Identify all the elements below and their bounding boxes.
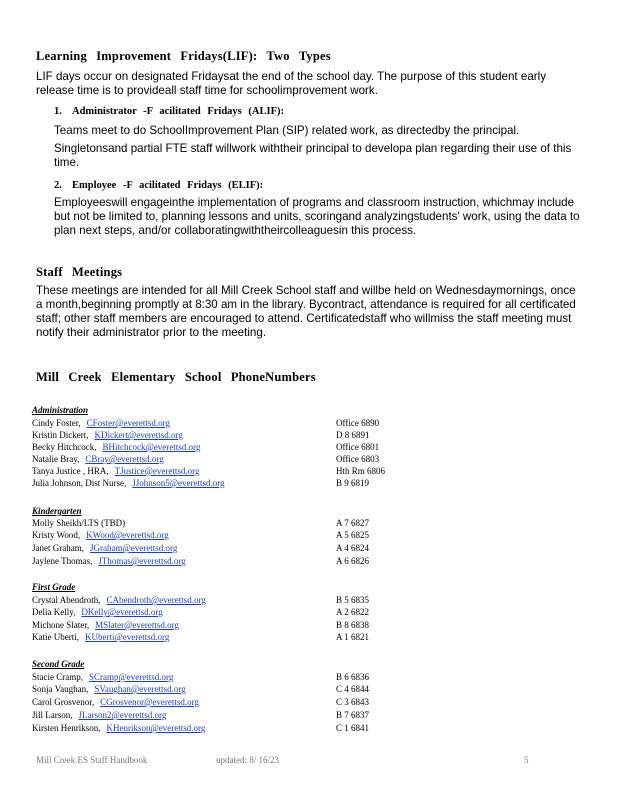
table-row (32, 556, 572, 567)
lif-item-2-label: Employee -F acilitated Fridays (ELIF): (72, 180, 264, 191)
room-phone: C 3 6843 (336, 697, 370, 707)
staff-name: Katie Uberti, (32, 632, 79, 642)
staff-name: Julia Johnson, Dist Nurse, (32, 478, 127, 488)
staff-meetings-text: These meetings are intended for all Mill Creek School staff and willbe held on Wednesdaymornings, once a month,beginning promptly at 8:30 am in the library. Bycontract, attendance is required for all certificated staff; other staff members are encouraged to attend. Certificatedstaff who willmiss the staff meeting must notify their administrator prior to the meeting. (36, 284, 576, 339)
email-link[interactable]: JJohnson5@everettsd.org (132, 478, 225, 488)
email-link[interactable]: DKelly@everettsd.org (81, 607, 163, 617)
section-title-second-grade: Second Grade (32, 659, 85, 669)
email-link[interactable]: CAbendroth@everettsd.org (106, 595, 206, 605)
email-link[interactable]: JThomas@everettsd.org (98, 556, 186, 566)
room-phone: B 6 6836 (336, 672, 370, 682)
staff-name: Jill Larson, (32, 710, 73, 720)
room-phone: Office 6801 (336, 442, 380, 452)
email-link[interactable]: TJustice@everettsd.org (114, 466, 200, 476)
lif-item-1-number: 1. (54, 106, 62, 117)
table-row (32, 418, 572, 429)
email-link[interactable]: JLarson2@everettsd.org (78, 710, 167, 720)
table-row (32, 607, 572, 618)
room-phone: A 5 6825 (336, 530, 370, 540)
staff-name: Cindy Foster, (32, 418, 81, 428)
lif-item-2-number: 2. (54, 180, 62, 191)
room-phone: Hth Rm 6806 (336, 466, 386, 476)
table-row (32, 723, 572, 734)
staff-meetings-heading: Staff Meetings (36, 265, 123, 279)
room-phone: C 4 6844 (336, 684, 370, 694)
table-row (32, 672, 572, 683)
footer-page-number: 5 (524, 755, 529, 765)
staff-name: Jaylene Thomas, (32, 556, 93, 566)
room-phone: A 7 6827 (336, 518, 370, 528)
email-link[interactable]: MSlater@everettsd.org (95, 620, 179, 630)
staff-name: Natalie Bray, (32, 454, 80, 464)
staff-name: Michone Slater, (32, 620, 90, 630)
table-row (32, 518, 572, 529)
lif-item-1-para-2: Singletonsand partial FTE staff willwork withtheir principal to developa plan regarding their use of this time. (54, 142, 572, 169)
staff-name: Carol Grosvenor, (32, 697, 95, 707)
room-phone: A 6 6826 (336, 556, 370, 566)
table-row (32, 620, 572, 631)
email-link[interactable]: KDickert@everettsd.org (94, 430, 183, 440)
lif-item-2-title (54, 180, 263, 191)
staff-name: Becky Hitchcock, (32, 442, 97, 452)
section-title-kindergarten: Kindergarten (32, 506, 82, 516)
table-row (32, 466, 572, 477)
email-link[interactable]: BHitchcock@everettsd.org (102, 442, 201, 452)
room-phone: A 2 6822 (336, 607, 370, 617)
section-title-administration: Administration (32, 405, 89, 415)
table-row (32, 595, 572, 606)
table-row (32, 478, 572, 489)
email-link[interactable]: KUberti@everettsd.org (84, 632, 170, 642)
staff-name: Kirsten Henrikson, (32, 723, 101, 733)
staff-name: Janet Graham, (32, 543, 84, 553)
email-link[interactable]: SCramp@everettsd.org (89, 672, 174, 682)
lif-item-1-title (54, 106, 284, 117)
lif-item-1-label: Administrator -F acilitated Fridays (ALIF): (72, 106, 284, 117)
table-row (32, 632, 572, 643)
phone-numbers-heading: Mill Creek Elementary School PhoneNumbers (36, 370, 316, 384)
email-link[interactable]: CGrosvenor@everettsd.org (100, 697, 199, 707)
lif-intro: LIF days occur on designated Fridaysat the end of the school day. The purpose of this student early release time is to provideall staff time for schoolimprovement work. (36, 70, 546, 97)
room-phone: D 8 6891 (336, 430, 370, 440)
email-link[interactable]: CBray@everettsd.org (85, 454, 164, 464)
email-link[interactable]: JGraham@everettsd.org (89, 543, 178, 553)
table-row (32, 430, 572, 441)
room-phone: A 4 6824 (336, 543, 370, 553)
email-link[interactable]: CFoster@everettsd.org (86, 418, 171, 428)
section-title-first-grade: First Grade (32, 582, 76, 592)
room-phone: Office 6803 (336, 454, 380, 464)
table-row (32, 710, 572, 721)
table-row (32, 442, 572, 453)
staff-name: Crystal Abendroth, (32, 595, 101, 605)
table-row (32, 697, 572, 708)
lif-heading: Learning Improvement Fridays(LIF): Two Types (36, 49, 331, 63)
room-phone: Office 6890 (336, 418, 380, 428)
staff-name: Molly Sheikh/LTS (TBD) (32, 518, 126, 528)
lif-item-1-para-1: Teams meet to do SchoolImprovement Plan (SIP) related work, as directedby the principal. (54, 124, 520, 137)
email-link[interactable]: KWood@everettsd.org (86, 530, 169, 540)
staff-name: Stacie Cramp, (32, 672, 83, 682)
table-row (32, 543, 572, 554)
room-phone: C 1 6841 (336, 723, 370, 733)
room-phone: B 9 6819 (336, 478, 370, 488)
footer-updated: updated: 8/ 16/23 (216, 755, 279, 765)
email-link[interactable]: KHenrikson@everettsd.org (106, 723, 206, 733)
room-phone: A 1 6821 (336, 632, 370, 642)
room-phone: B 7 6837 (336, 710, 370, 720)
staff-name: Kristy Wood, (32, 530, 81, 540)
table-row (32, 454, 572, 465)
footer-handbook-title: Mill Creek ES Staff Handbook (36, 755, 148, 765)
lif-item-2-para-1: Employeeswill engageinthe implementation of programs and classroom instruction, whichmay include but not be limited to, planning lessons and units, scoringand analyzingstudents' work, using the data to plan next steps, and/or collaboratingwiththeircolleaguesin this process. (54, 196, 580, 237)
staff-name: Tanya Justice , HRA, (32, 466, 109, 476)
staff-name: Kristin Dickert, (32, 430, 89, 440)
room-phone: B 8 6838 (336, 620, 370, 630)
table-row (32, 530, 572, 541)
table-row (32, 684, 572, 695)
email-link[interactable]: SVaughan@everettsd.org (94, 684, 186, 694)
staff-name: Sonja Vaughan, (32, 684, 89, 694)
room-phone: B 5 6835 (336, 595, 370, 605)
staff-name: Delia Kelly, (32, 607, 76, 617)
